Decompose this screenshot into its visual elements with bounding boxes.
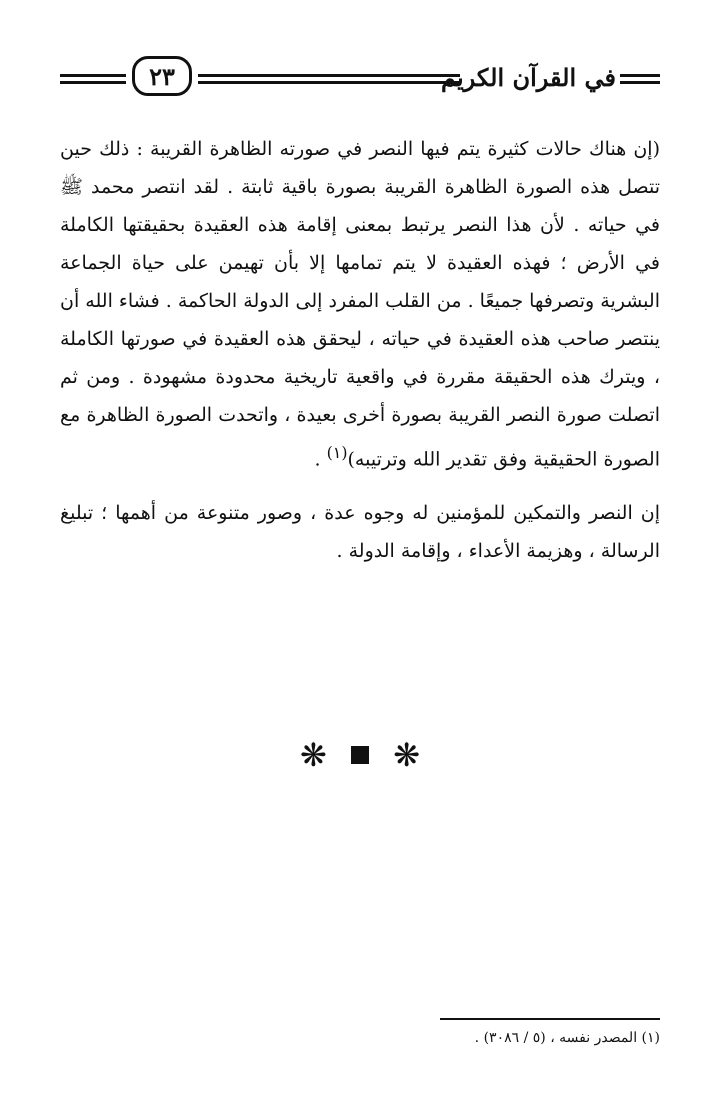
footnote-separator (440, 1018, 660, 1020)
header-rule-right (620, 74, 660, 84)
asterisk-ornament-icon: ❋ (393, 736, 420, 774)
footnote-ref: (١) (326, 443, 348, 462)
header-rule-middle (198, 74, 460, 84)
paragraph-1-text: (إن هناك حالات كثيرة يتم فيها النصر في صورته الظاهرة القريبة : ذلك حين تتصل هذه الصورة الظاهرة القريبة بصورة باقية ثابتة . لقد انتصر محمد ﷺ في حياته . لأن هذا النصر يرتبط بمعنى إقامة هذه العقيدة بحقيقتها الكاملة في الأرض ؛ فهذه العقيدة لا يتم تمامها إلا بأن تهيمن على حياة الجماعة البشرية وتصرفها جميعًا . من القلب المفرد إلى الدولة الحاكمة . فشاء الله أن ينتصر صاحب هذه العقيدة في حياته ، ليحقق هذه العقيدة في صورتها الكاملة ، ويترك هذه الحقيقة مقررة في واقعية تاريخية محدودة مشهودة . ومن ثم اتصلت صورة النصر القريبة بصورة أخرى بعيدة ، واتحدت الصورة الظاهرة مع الصورة الحقيقية وفق تقدير الله وترتيبه) (60, 138, 660, 471)
paragraph-1-end: . (314, 448, 327, 471)
section-ornament (300, 735, 420, 775)
footnote: (١) المصدر نفسه ، (٥ / ٣٠٨٦) . (474, 1030, 660, 1046)
asterisk-ornament-icon: ❋ (300, 736, 327, 774)
body-text (60, 130, 660, 586)
paragraph-1 (60, 130, 660, 478)
header-rule-left (60, 74, 126, 84)
page-header (60, 52, 660, 102)
paragraph-2: إن النصر والتمكين للمؤمنين له وجوه عدة ، وصور متنوعة من أهمها ؛ تبليغ الرسالة ، وهزيمة الأعداء ، وإقامة الدولة . (60, 502, 660, 563)
page-number: ٢٣ (132, 56, 192, 96)
running-title: في القرآن الكريم (441, 63, 616, 92)
square-ornament-icon (351, 746, 369, 764)
